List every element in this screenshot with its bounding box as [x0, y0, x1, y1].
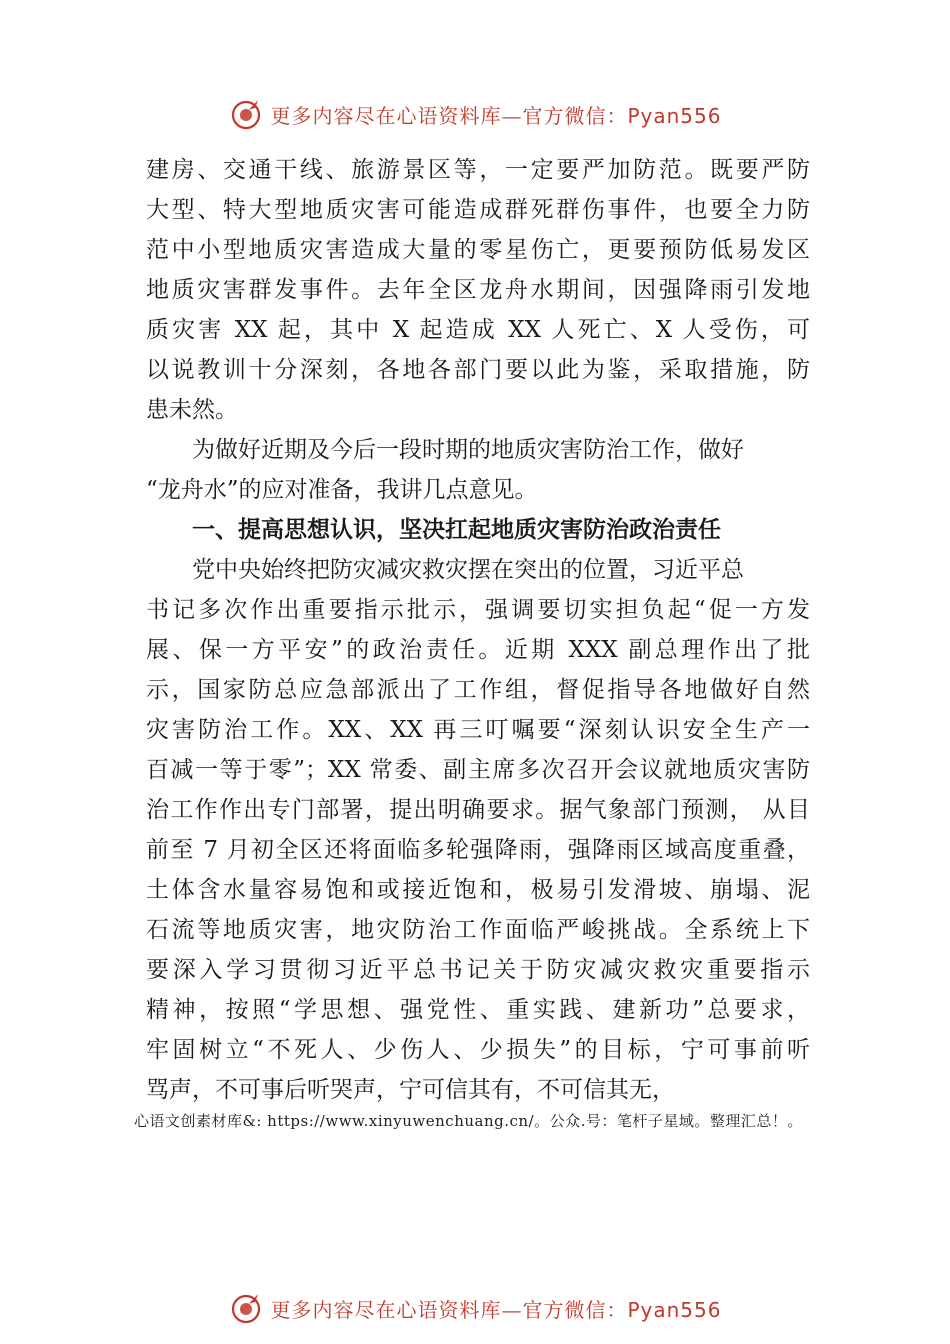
- text-line: 建房、交通干线、旅游景区等，一定要严加防范。既要严防: [146, 157, 810, 183]
- text-line: 书记多次作出重要指示批示，强调要切实担负起“促一方发: [146, 597, 810, 623]
- text-line: 为做好近期及今后一段时期的地质灾害防治工作，做好: [192, 437, 744, 463]
- text-line: 大型、特大型地质灾害可能造成群死群伤事件，也要全力防: [146, 197, 810, 223]
- footer-banner: [0, 1288, 950, 1328]
- text-line: 党中央始终把防灾减灾救灾摆在突出的位置，习近平总: [192, 557, 744, 583]
- text-line: 牢固树立“不死人、少伤人、少损失”的目标，宁可事前听: [146, 1037, 810, 1063]
- quill-seal-icon: [228, 1290, 264, 1326]
- text-line: 地质灾害群发事件。去年全区龙舟水期间，因强降雨引发地: [146, 277, 810, 303]
- text-line: 以说教训十分深刻，各地各部门要以此为鉴，采取措施，防: [146, 357, 810, 383]
- text-line: 质灾害 XX 起，其中 X 起造成 XX 人死亡、X 人受伤，可: [146, 317, 810, 343]
- text-line: 土体含水量容易饱和或接近饱和，极易引发滑坡、崩塌、泥: [146, 877, 810, 903]
- text-line: 精神，按照“学思想、强党性、重实践、建新功”总要求，: [146, 997, 810, 1023]
- text-line: 石流等地质灾害，地灾防治工作面临严峻挑战。全系统上下: [146, 917, 810, 943]
- text-line: 前至 7 月初全区还将面临多轮强降雨，强降雨区域高度重叠，: [146, 837, 810, 863]
- text-line: 展、保一方平安”的政治责任。近期 XXX 副总理作出了批: [146, 637, 810, 663]
- section-heading: 一、提高思想认识，坚决扛起地质灾害防治政治责任: [192, 517, 721, 543]
- quill-seal-icon: [228, 96, 264, 132]
- text-line: 治工作作出专门部署，提出明确要求。据气象部门预测， 从目: [146, 797, 810, 823]
- text-line: “龙舟水”的应对准备，我讲几点意见。: [146, 477, 538, 503]
- text-line: 要深入学习贯彻习近平总书记关于防灾减灾救灾重要指示: [146, 957, 810, 983]
- text-line: 百减一等于零”；XX 常委、副主席多次召开会议就地质灾害防: [146, 757, 810, 783]
- text-line: 灾害防治工作。XX、XX 再三叮嘱要“深刻认识安全生产一: [146, 717, 810, 743]
- banner-text: 更多内容尽在心语资料库—官方微信：Pyan556: [270, 1297, 722, 1322]
- source-note: 心语文创素材库&: https://www.xinyuwenchuang.cn/。公众.号：笔杆子星域。整理汇总！。: [134, 1112, 803, 1130]
- text-line: 范中小型地质灾害造成大量的零星伤亡，更要预防低易发区: [146, 237, 810, 263]
- text-line: 患未然。: [146, 397, 238, 423]
- document-body: [146, 150, 810, 1110]
- banner-text: 更多内容尽在心语资料库—官方微信：Pyan556: [270, 103, 722, 128]
- text-line: 示，国家防总应急部派出了工作组，督促指导各地做好自然: [146, 677, 810, 703]
- header-banner: [0, 94, 950, 134]
- text-line: 骂声，不可事后听哭声，宁可信其有，不可信其无，: [146, 1077, 675, 1103]
